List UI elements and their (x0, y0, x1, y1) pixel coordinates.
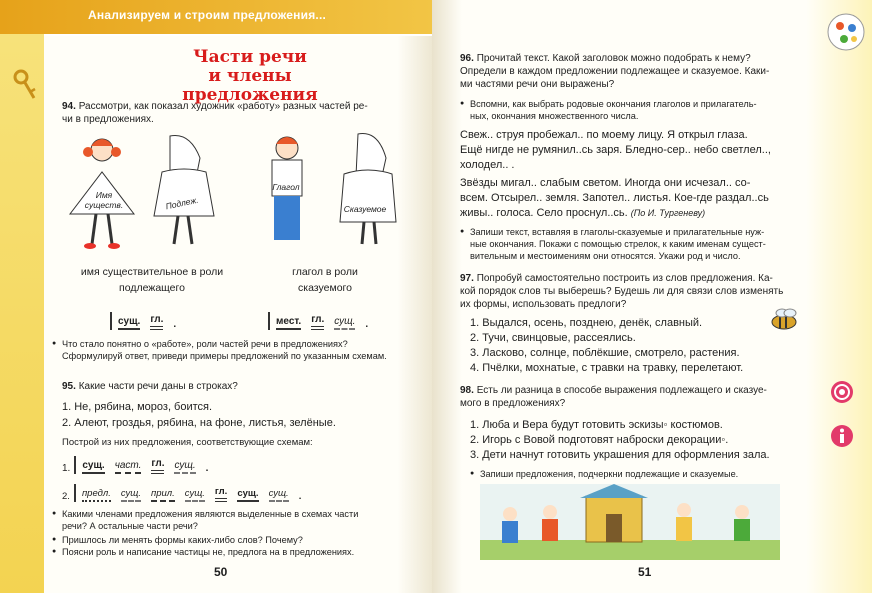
exercise-98-number: 98. (460, 385, 474, 396)
list-item: 3. Ласково, солнце, поблёкшие, смотрело, растения. (470, 347, 740, 359)
exercise-98-line1: Есть ли разница в способе выражения подлежащего и сказуе- (476, 385, 767, 396)
hooded-predicate-figure (334, 130, 404, 250)
schema-word: предл. (82, 488, 111, 502)
schema-word: сущ. (269, 488, 289, 502)
schema-period: . (365, 319, 369, 330)
exercise-96-bullet2-line2: ные окончания. Покажи с помощью стрелок, к каким именам сущест- (470, 239, 766, 249)
globe-stickers-icon (826, 12, 866, 52)
exercise-96-bullet1-line2: ных, окончания множественного числа. (470, 111, 639, 121)
schema-word: гл. (311, 314, 324, 330)
exercise-96-line3: ми частями речи они выражены? (460, 79, 615, 90)
exercise-96-number: 96. (460, 53, 474, 64)
list-item: 2. Тучи, свинцовые, рассеялись. (470, 332, 636, 344)
exercise-95-line2: 2. Алеют, гроздья, рябина, на фоне, листья, зелёные. (62, 417, 336, 429)
lesson-title (150, 48, 350, 105)
exercise-95-number: 95. (62, 381, 76, 392)
schema-bar (110, 312, 112, 330)
children-decorating-illustration (480, 484, 780, 560)
schema-word: част. (115, 460, 142, 474)
exercise-97-line1: Попробуй самостоятельно построить из слов предложения. Ка- (476, 273, 773, 284)
schema-95-1 (62, 456, 208, 474)
exercise-94-bullet-line2: Сформулируй ответ, приведи примеры предложений по указанным схемам. (62, 351, 387, 361)
page-number-right: 51 (638, 565, 652, 579)
schema-bar (74, 484, 76, 502)
exercise-95-instruction: Построй из них предложения, соответствующие схемам: (62, 437, 313, 448)
spiral-icon (830, 380, 854, 404)
schema-word: сущ. (237, 488, 258, 502)
schema-word: сущ. (185, 488, 205, 502)
section-header-title: Анализируем и строим предложения... (88, 8, 327, 22)
sign-noun-line2: существ. (84, 200, 124, 210)
info-icon (830, 424, 854, 448)
lesson-title-line2: и члены предложения (182, 66, 318, 105)
list-item: 3. Дети начнут готовить украшения для оформления зала. (470, 449, 770, 461)
exercise-94-number: 94. (62, 101, 76, 112)
exercise-98-bullet: ● Запиши предложения, подчеркни подлежащие и сказуемые. (480, 468, 820, 480)
passage-author: (По И. Тургеневу) (630, 208, 706, 218)
passage-line3: холодел.. . (460, 159, 515, 171)
margin-strip (0, 34, 44, 593)
exercise-94-line1: Рассмотри, как показал художник «работу» разных частей ре- (78, 101, 368, 112)
schema-period: . (205, 463, 209, 474)
list-item: 1. Выдался, осень, позднею, денёк, славный. (470, 317, 703, 329)
exercise-96-line1: Прочитай текст. Какой заголовок можно подобрать к нему? (476, 53, 751, 64)
exercise-95-bullet1 (62, 508, 422, 532)
schema-word: прил. (151, 488, 175, 502)
schema-word: сущ. (121, 488, 141, 502)
list-item: 4. Пчёлки, мохнатые, с травки на травку, перелетают. (470, 362, 744, 374)
schema-word: гл. (151, 458, 164, 474)
caption-verb-role-line2: сказуемого (298, 282, 352, 294)
schema-period: . (173, 319, 177, 330)
exercise-96-text (460, 52, 830, 91)
caption-noun-role-line1: имя существительное в роли (80, 266, 224, 278)
key-icon (12, 68, 38, 102)
schema-word: гл. (215, 486, 227, 502)
sign-predicate: Сказуемое (343, 204, 387, 214)
exercise-95-bullet1-line2: речи? А остальные части речи? (62, 521, 198, 531)
schema-word: мест. (276, 316, 301, 330)
exercise-95-bullet1-line1: ● Какими членами предложения являются выделенные в схемах части (62, 509, 359, 519)
exercise-96-bullet1 (470, 98, 830, 122)
schema-pronoun-verb-noun (268, 312, 368, 330)
schema-word: сущ. (334, 316, 355, 330)
exercise-95-question (62, 380, 238, 393)
left-page (0, 0, 432, 593)
boy-verb-figure (252, 132, 322, 252)
exercise-96-line2: Определи в каждом предложении подлежащее и сказуемое. Каки- (460, 66, 770, 77)
exercise-97-line2: кой порядок слов ты выберешь? Будешь ли для связи слов изменять (460, 286, 784, 297)
sign-verb: Глагол (272, 182, 300, 192)
caption-noun-role (62, 264, 242, 296)
schema-word: гл. (150, 314, 163, 330)
exercise-94-line2: чи в предложениях. (62, 114, 154, 125)
exercise-97-line3: их формы, использовать предлоги? (460, 299, 627, 310)
exercise-94-text (62, 100, 422, 126)
exercise-98-items (470, 418, 770, 463)
passage (460, 128, 840, 221)
exercise-94-bullet (62, 338, 422, 362)
exercise-96-bullet1-line1: ● Вспомни, как выбрать родовые окончания глаголов и прилагатель- (470, 99, 757, 109)
schema-95-2 (62, 484, 301, 502)
exercise-97-items (470, 316, 743, 376)
exercise-98-text (460, 384, 830, 410)
exercise-95-line1: 1. Не, рябина, мороз, боится. (62, 401, 213, 413)
passage-line5: всем. Отсырел.. земля. Запотел.. листья. Кое-где раздал..сь (460, 192, 769, 204)
schema-word: сущ. (174, 460, 195, 474)
bee-icon (764, 306, 804, 334)
schema-bar (268, 312, 270, 330)
passage-line1: Свеж.. струя пробежал.. по моему лицу. Я открыл глаза. (460, 129, 748, 141)
list-item: 1. Люба и Вера будут готовить эскизы◦ костюмов. (470, 419, 723, 431)
schema-bar (74, 456, 76, 474)
caption-noun-role-line2: подлежащего (119, 282, 185, 294)
passage-line6: живы.. голоса. Село проснул..сь. (460, 207, 628, 219)
schema-word: сущ. (118, 316, 140, 330)
schema-95-2-label: 2. (62, 491, 70, 502)
list-item: 2. Игорь с Вовой подготовят наброски декорации◦. (470, 434, 729, 446)
exercise-98-line2: мого в предложениях? (460, 398, 566, 409)
sign-subject: Подлеж. (164, 194, 200, 212)
page-number-left: 50 (214, 565, 228, 579)
schema-period: . (298, 491, 302, 502)
caption-verb-role (250, 264, 400, 296)
exercise-97-number: 97. (460, 273, 474, 284)
caption-verb-role-line1: глагол в роли (292, 266, 358, 278)
sign-noun (80, 190, 128, 210)
lesson-title-line1: Части речи (193, 47, 307, 67)
exercise-96-bullet2-line3: вительным и местоимениям они относятся. Укажи род и число. (470, 251, 741, 261)
hooded-subject-figure (148, 132, 218, 252)
exercise-95-bullet3: ● Поясни роль и написание частицы не, предлога на в предложениях. (62, 546, 422, 558)
sign-noun-line1: Имя (95, 190, 113, 200)
exercise-96-bullet2 (470, 226, 830, 262)
exercise-95-question-text: Какие части речи даны в строках? (78, 381, 238, 392)
schema-word: сущ. (82, 460, 104, 474)
schema-95-1-label: 1. (62, 463, 71, 474)
right-page (432, 0, 872, 593)
passage-line2: Ещё нигде не румянил..сь заря. Бледно-сер.. небо светлел.., (460, 144, 771, 156)
exercise-95-bullet2: ● Пришлось ли менять формы каких-либо слов? Почему? (62, 534, 422, 546)
exercise-96-bullet2-line1: ● Запиши текст, вставляя в глаголы-сказуемые и прилагательные нуж- (470, 227, 765, 237)
schema-noun-verb (110, 312, 176, 330)
exercise-94-bullet-line1: ● Что стало понятно о «работе», роли частей речи в предложениях? (62, 339, 348, 349)
passage-line4: Звёзды мигал.. слабым светом. Иногда они исчезал.. со- (460, 177, 751, 189)
